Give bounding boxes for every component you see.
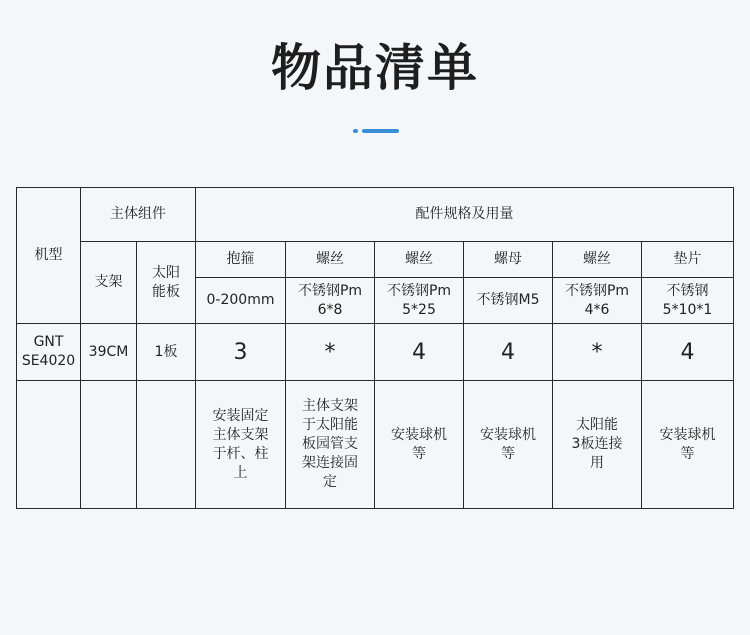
header-solar-panel: 太阳 能板 xyxy=(137,242,196,324)
part-quantity: * xyxy=(286,324,375,381)
part-spec: 不锈钢M5 xyxy=(464,278,553,324)
part-spec: 0-200mm xyxy=(196,278,286,324)
part-usage: 安装球机 等 xyxy=(375,381,464,509)
part-usage: 太阳能 3板连接 用 xyxy=(553,381,642,509)
part-quantity: * xyxy=(553,324,642,381)
empty-cell xyxy=(81,381,137,509)
bracket-value: 39CM xyxy=(81,324,137,381)
part-name: 抱箍 xyxy=(196,242,286,278)
parts-list-table xyxy=(16,187,734,509)
title-accent-dot xyxy=(353,129,358,133)
part-name: 螺母 xyxy=(464,242,553,278)
part-name: 螺丝 xyxy=(375,242,464,278)
empty-cell xyxy=(17,381,81,509)
title-accent-bar xyxy=(362,129,399,133)
part-quantity: 4 xyxy=(642,324,734,381)
part-quantity: 3 xyxy=(196,324,286,381)
empty-cell xyxy=(137,381,196,509)
header-main-components: 主体组件 xyxy=(81,188,196,242)
header-bracket: 支架 xyxy=(81,242,137,324)
part-usage: 安装球机 等 xyxy=(642,381,734,509)
part-spec: 不锈钢 5*10*1 xyxy=(642,278,734,324)
header-parts-spec: 配件规格及用量 xyxy=(196,188,734,242)
part-name: 垫片 xyxy=(642,242,734,278)
solar-panel-value: 1板 xyxy=(137,324,196,381)
part-name: 螺丝 xyxy=(286,242,375,278)
page-title: 物品清单 xyxy=(271,39,479,97)
part-usage: 安装球机 等 xyxy=(464,381,553,509)
part-name: 螺丝 xyxy=(553,242,642,278)
part-usage: 安装固定 主体支架 于杆、柱 上 xyxy=(196,381,286,509)
header-model: 机型 xyxy=(17,188,81,324)
part-quantity: 4 xyxy=(375,324,464,381)
model-value: GNT SE4020 xyxy=(17,324,81,381)
part-spec: 不锈钢Pm 5*25 xyxy=(375,278,464,324)
part-usage: 主体支架 于太阳能 板园管支 架连接固 定 xyxy=(286,381,375,509)
part-spec: 不锈钢Pm 4*6 xyxy=(553,278,642,324)
part-spec: 不锈钢Pm 6*8 xyxy=(286,278,375,324)
part-quantity: 4 xyxy=(464,324,553,381)
